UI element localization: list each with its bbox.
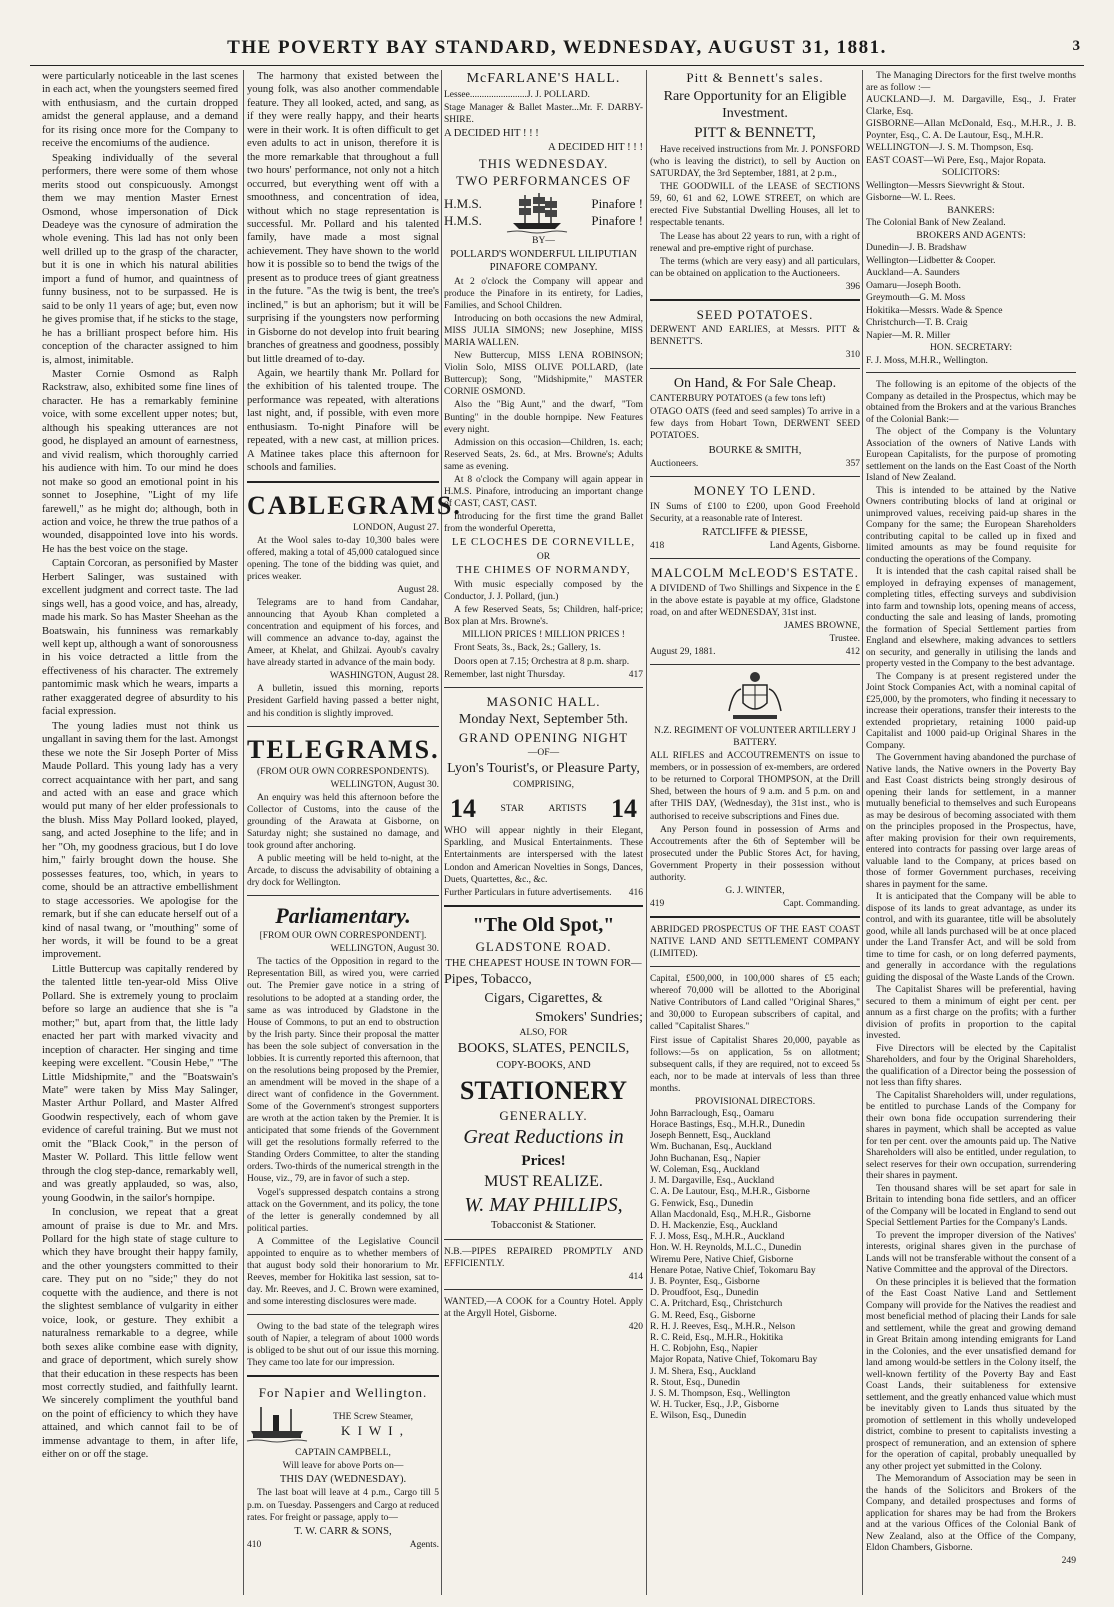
section-divider bbox=[247, 481, 439, 483]
prospectus-line: The Managing Directors for the first twelve months are as follow :— bbox=[866, 70, 1076, 93]
prospectus-line: Wellington—Lidbetter & Cooper. bbox=[866, 254, 996, 266]
director-item: R. C. Reid, Esq., M.H.R., Hokitika bbox=[650, 1332, 784, 1343]
advert-paragraph: A DIVIDEND of Two Shillings and Sixpence in the £ in the above estate is payable at my office, Gladstone road, on and after WEDNESDAY, 31st inst. bbox=[650, 583, 860, 618]
prospectus-paragraph: To prevent the improper diversion of the Natives' interests, original shares given in the purchase of Lands will not be transferable without the consent of a Native Committee and the approval of the Directors. bbox=[866, 1229, 1076, 1275]
director-item: W. Coleman, Esq., Auckland bbox=[650, 1164, 760, 1175]
advert-number: 412 bbox=[845, 647, 860, 657]
telegram-item: An enquiry was held this afternoon before the Collector of Customs, into the cause of the grounding of the Arawata at Gisborne, on Saturday night; she sustained no damage, and took ground after anchoring. bbox=[247, 792, 439, 851]
director-item: Allan Macdonald, Esq., M.H.R., Gisborne bbox=[650, 1209, 811, 1220]
advert-paragraph: DERWENT AND EARLIES, at Messrs. PITT & BENNETT'S. bbox=[650, 325, 860, 348]
director-item: Major Ropata, Native Chief, Tokomaru Bay bbox=[650, 1355, 818, 1366]
hall-heading: McFARLANE'S HALL. bbox=[466, 71, 621, 86]
parliamentary-subheading: [FROM OUR OWN CORRESPONDENT]. bbox=[259, 931, 427, 942]
director-item: W. H. Tucker, Esq., J.P., Gisborne bbox=[650, 1400, 779, 1411]
article-paragraph: Little Buttercup was capitally rendered by the talented little ten-year-old Miss Olive Pollard. She is extremely young to proclaim before so large an audience that she is "a mother;" but, apart from that, the little lady enacted her part with marked vivacity and inception of character. Her singing and time keeping were excellent. "Cousin Hebe," "The Little Midshipmite," and the "Boatswain's Mate" were taken by Miss May Salinger, Master Arthur Pollard, and Master Alfred Goodwin respectively, each of whom gave evidence of careful training. But we must not omit the "Black Cook," in the person of Master W. Pollard. This little fellow went through the clog step-dance, remarkably well, and was greatly applauded, so was, also, young Goodwin, in the sailor's hornpipe. bbox=[42, 963, 238, 1204]
parliamentary-item: Vogel's suppressed despatch contains a strong attack on the Government, and its policy, the tone of the letter is generally condemned by all political parties. bbox=[247, 1187, 439, 1234]
capt-commanding: Capt. Commanding. bbox=[783, 898, 860, 909]
section-divider bbox=[247, 726, 439, 727]
masthead bbox=[30, 30, 1084, 66]
wanted-advert: WANTED,—A COOK for a Country Hotel. Apply at the Argyll Hotel, Gisborne. bbox=[444, 1296, 643, 1319]
advert-heading: For Napier and Wellington. bbox=[258, 1385, 428, 1401]
advert-paragraph: Capital, £500,000, in 100,000 shares of £5 each; whereof 70,000 will be allotted to the Aboriginal Native Contributors of Land called "Original Shares," and 30,000 to European subscribers of capital, and called "Capitalist Shares." bbox=[650, 974, 860, 1033]
column-3-adverts bbox=[444, 70, 643, 1595]
cable-item: Telegrams are to hand from Candahar, announcing that Ayoub Khan completed a concentration and equipment of his forces, and will commence an advance to-day, against the Ameer, at Khelat, and Ghilzai. Ayoub's cavalry have already started in advance of the main body. bbox=[247, 597, 439, 669]
telegrams-subheading: (FROM OUR OWN CORRESPONDENTS). bbox=[256, 766, 430, 777]
pipes-line: Pipes, Tobacco, bbox=[444, 972, 532, 988]
director-item: Henare Potae, Native Chief, Tokomaru Bay bbox=[650, 1265, 816, 1276]
pitt-bennett: PITT & BENNETT, bbox=[694, 125, 816, 142]
director-item: H. C. Robjohn, Esq., Napier bbox=[650, 1344, 758, 1355]
rare-opportunity: Rare Opportunity for an Eligible Investment. bbox=[663, 88, 847, 122]
advert-number: 310 bbox=[845, 350, 860, 361]
monday-date: Monday Next, September 5th. bbox=[458, 712, 629, 728]
advert-paragraph: At 2 o'clock the Company will appear and produce the Pinafore in its entirety, for Ladies, Families, and School Children. bbox=[444, 276, 643, 311]
steamer-name: K I W I , bbox=[340, 1422, 406, 1438]
smokers-line: Smokers' Sundries; bbox=[535, 1009, 643, 1025]
hms-label: H.M.S. bbox=[444, 212, 482, 228]
prospectus-line: AUCKLAND—J. M. Dargaville, Esq., J. Frater Clarke, Esq. bbox=[866, 94, 1076, 117]
artists-label: ARTISTS bbox=[548, 803, 587, 814]
parliamentary-item: A Committee of the Legislative Council appointed to enquire as to whether members of that august body sold their honorarium to Mr. Reeves, member for Hokitika last session, sat to-day. Mr. Reeves, and J. C. Brown were examined, and some interesting disclosures were made. bbox=[247, 1236, 439, 1308]
section-divider bbox=[650, 966, 860, 967]
advert-paragraph: The terms (which are very easy) and all particulars, can be obtained on application to the Auctioneers. bbox=[650, 256, 860, 279]
of-label: —OF— bbox=[527, 748, 560, 759]
advert-paragraph: Doors open at 7.15; Orchestra at 8 p.m. sharp. bbox=[454, 656, 630, 667]
advert-paragraph: A few Reserved Seats, 5s; Children, half-price; Box plan at Mrs. Browne's. bbox=[444, 605, 643, 628]
advert-paragraph: Admission on this occasion—Children, 1s. each; Reserved Seats, 2s. 6d., at Mrs. Browne's; Adults same as evening. bbox=[444, 437, 643, 472]
advert-paragraph: Any Person found in possession of Arms and Accoutrements after the 6th of September will be prosecuted under the Public Stores Act, for having, Government Property in their possession without authority. bbox=[650, 824, 860, 883]
nz-regiment-heading: N.Z. REGIMENT OF VOLUNTEER ARTILLERY J BATTERY. bbox=[654, 726, 856, 749]
cablegrams-heading: CABLEGRAMS. bbox=[247, 490, 462, 520]
advert-paragraph: At 8 o'clock the Company will again appear in H.M.S. Pinafore, introducing an important change of CAST, CAST, CAST. bbox=[444, 474, 643, 509]
director-item: R. Stout, Esq., Dunedin bbox=[650, 1377, 740, 1388]
director-item: J. S. M. Thompson, Esq., Wellington bbox=[650, 1388, 791, 1399]
advert-number: 419 bbox=[650, 898, 665, 909]
prospectus-paragraph: On these principles it is believed that the formation of the East Coast Native Land and Settlement Company will provide for the Natives the readiest and most beneficial method of placing their Lands for sale and settlement, while the great and growing demand in Great Britain among intending emigrants for Land in the Colonies, and the ever unsatisfied demand for land among would-be settlers in the Colony itself, the well-known fertility of the Poverty Bay and East Coast Lands, their suitableness for extensive settlement, and the greatly enhanced value which must be inevitably given to Lands thus situated by the promotion of settlement in this wholly undeveloped district, combine to present to capitalists investing a prospect of remuneration, and an extension of sphere for the operation of capital, probably unequalled by any other project yet submitted in the Colony. bbox=[866, 1276, 1076, 1472]
prospectus-line: F. J. Moss, M.H.R., Wellington. bbox=[866, 354, 988, 366]
column-1-pinafore-review bbox=[42, 70, 238, 1595]
company-name: POLLARD'S WONDERFUL LILIPUTIAN PINAFORE COMPANY. bbox=[450, 248, 637, 274]
prospectus-line: Gisborne—W. L. Rees. bbox=[866, 192, 956, 203]
prospectus-paragraph: This is intended to be attained by the Native Owners contributing blocks of land at original or unimproved values, receiving paid-up shares in the Company for the same; the European Shareholders contributing capital to be called up in fixed and limited amounts as may be found requisite for conducting the operations of the Company. bbox=[866, 484, 1076, 565]
prospectus-line: SOLICITORS: bbox=[942, 167, 1000, 178]
parliamentary-item: Owing to the bad state of the telegraph wires south of Napier, a telegram of about 1000 words is obliged to be shut out of our issue this morning. They came too late for our impression. bbox=[247, 1322, 439, 1369]
departure-day: THIS DAY (WEDNESDAY). bbox=[279, 1474, 407, 1485]
section-divider bbox=[650, 558, 860, 559]
dateline: August 28. bbox=[397, 584, 439, 595]
prospectus-line: EAST COAST—Wi Pere, Esq., Major Ropata. bbox=[866, 154, 1046, 166]
dateline: LONDON, August 27. bbox=[352, 522, 439, 533]
director-item: J. M. Shera, Esq., Auckland bbox=[650, 1366, 756, 1377]
prospectus-line: Christchurch—T. B. Craig bbox=[866, 317, 968, 328]
section-divider bbox=[650, 368, 860, 369]
advert-footer bbox=[444, 669, 643, 681]
advert-paragraph: ALL RIFLES and ACCOUTREMENTS on issue to members, or in possession of ex-members, are ordered to be returned to Corporal THOMPSON, at the Drill Shed, between the hours of 9 a.m. and 5 p.m. on and after THIS DAY, (Wednesday), the 31st inst., who is authorised to receive subscriptions and Fines due. bbox=[650, 751, 860, 822]
prospectus-paragraph: The Memorandum of Association may be seen in the hands of the Solicitors and Brokers of the Company, and detailed prospectuses and forms of application for shares may be had from the Brokers and at the various Offices of the Colonial Bank of New Zealand, also at the Office of the Company, Eldon Chambers, Gisborne. bbox=[866, 1473, 1076, 1553]
advert-number: 418 bbox=[650, 541, 665, 552]
prospectus-line: HON. SECRETARY: bbox=[929, 342, 1013, 353]
seed-heading: SEED POTATOES. bbox=[696, 306, 814, 322]
also-for: ALSO, FOR bbox=[519, 1028, 568, 1039]
director-item: Hon. W. H. Reynolds, M.L.C., Dunedin bbox=[650, 1243, 802, 1254]
star-artists-banner bbox=[444, 792, 643, 825]
decided-hit: A DECIDED HIT ! ! ! bbox=[548, 142, 643, 154]
steamer-label: THE Screw Steamer, bbox=[332, 1411, 414, 1422]
prospectus-line: Wellington—Messrs Sievwright & Stout. bbox=[866, 179, 1025, 191]
prospectus-paragraph: The Company is at present registered under the Joint Stock Companies Act, with a nominal capital of £25,000, by the promoters, who finding it necessary to increase their operations, transfer their interests to the extended proprietary, retaining 1000 paid-up Capitalist and 1000 paid-up Original Shares in the Company. bbox=[866, 670, 1076, 751]
tobacconist: Tobacconist & Stationer. bbox=[491, 1220, 596, 1232]
dateline: WASHINGTON, August 28. bbox=[329, 671, 439, 682]
nb-note: N.B.—PIPES REPAIRED PROMPTLY AND EFFICIENTLY. bbox=[444, 1246, 643, 1269]
parliamentary-item: The tactics of the Opposition in regard to the Representation Bill, as wired you, were carried out. The Premier gave notice in a string of resolutions to be adopted at a standing order, the same as was introduced by Gladstone in the House of Commons, to put an end to obstruction by the Irish party. Since their proposal the matter has been the sole subject of conversation in the lobbies. It is currently reported this afternoon, that on the resolutions being proposed by the Premier, an amendment will be moved in the shape of a direct want of confidence in the Government. Some of the Government's strongest supporters are wroth at the action taken by the Premier. It is anticipated that some friends of the Government will get the resolutions formally referred to the Standing Orders Committee, to alter the standing orders. Two-thirds of the numerical strength in the House, viz., 79, are in favor of such a step. bbox=[247, 957, 439, 1185]
column-4-adverts bbox=[650, 70, 860, 1595]
advert-number: 410 bbox=[247, 1540, 262, 1551]
by-label: BY— bbox=[532, 235, 555, 246]
fourteen-number: 14 bbox=[611, 794, 637, 824]
section-divider bbox=[650, 299, 860, 301]
director-item: G. Fenwick, Esq., Dunedin bbox=[650, 1198, 754, 1209]
decided-hit: A DECIDED HIT ! ! ! bbox=[444, 127, 539, 139]
director-item: D. H. Mackenzie, Esq., Auckland bbox=[650, 1220, 778, 1231]
director-item: John Barraclough, Esq., Oamaru bbox=[650, 1108, 774, 1119]
section-divider bbox=[444, 905, 643, 907]
this-wednesday: THIS WEDNESDAY. bbox=[478, 155, 609, 171]
advert-paragraph: OTAGO OATS (feed and seed samples) To arrive in a few days from Hobart Town, DERWENT SEED POTATOES. bbox=[650, 407, 860, 442]
parliamentary-heading: Parliamentary. bbox=[275, 903, 411, 929]
advert-paragraph: Introducing for the first time the grand Ballet from the wonderful Operetta, bbox=[444, 512, 643, 535]
director-item: Joseph Bennett, Esq., Auckland bbox=[650, 1131, 771, 1142]
advert-paragraph: CANTERBURY POTATOES (a few tons left) bbox=[650, 394, 826, 405]
dateline: WELLINGTON, August 30. bbox=[330, 944, 439, 955]
section-divider bbox=[866, 372, 1076, 373]
prospectus-line: Napier—M. R. Miller bbox=[866, 329, 951, 341]
prospectus-line: Oamaru—Joseph Booth. bbox=[866, 279, 961, 291]
article-paragraph: The young ladies must not think us ungallant in saving them for the last. Amongst these we note the Sir Joseph Porter of Miss Maude Pollard. This young lady has a very correct acquaintance with her part, and sang and acted with an ease and grace which would put many of her elder professionals to the blush. Miss May Pollard looked, played, sang, and acted Josephine to the life; and in her "Oh, my goodness gracious, but I do love him," fairly brought down the house. She possesses features, too, which, in years to come, should be an attractive embellishment to stage accessories. We apologise for the remark, but if she can educate herself out of a kind of nasal twang, or "mouthing" some of her words, it will be found to be a great improvement. bbox=[42, 720, 238, 961]
lyon-party: Lyon's Tourist's, or Pleasure Party, bbox=[447, 761, 640, 777]
director-item: E. Wilson, Esq., Dunedin bbox=[650, 1411, 747, 1422]
advert-number: 420 bbox=[628, 1322, 643, 1333]
stage-manager: Stage Manager & Ballet Master...Mr. F. DARBY-SHIRE. bbox=[444, 102, 643, 125]
advert-number: 416 bbox=[628, 887, 643, 898]
advert-footer bbox=[650, 540, 860, 552]
advert-paragraph: First issue of Capitalist Shares 20,000, payable as follows:—5s on application, 5s on allotment; subsequent calls, if they are required, not to exceed 5s each, nor to be made at intervals of less than three months. bbox=[650, 1035, 860, 1094]
steamer-row bbox=[247, 1403, 439, 1447]
steamship-icon bbox=[247, 1403, 307, 1447]
article-paragraph: Captain Corcoran, as personified by Master Herbert Salinger, was sustained with excellent judgment and correct taste. The lad sings well, has a good voice, and has, already, made his mark. So has Master Sheehan as the Boatswain, his funniness was remarkably well kept up, although a want of sonorousness in his voice detracted a little from the effectiveness of his character. The extremely pantomimic mask which he wears, imparts a rather exaggerated degree of absurdity to his facial expression. bbox=[42, 558, 238, 718]
prospectus-line: WELLINGTON—J. S. M. Thompson, Esq. bbox=[866, 142, 1034, 153]
advert-paragraph: The Lease has about 22 years to run, with a right of renewal and pre-emptive right of purchase. bbox=[650, 231, 860, 254]
advert-paragraph: Have received instructions from Mr. J. PONSFORD (who is leaving the district), to sell by Auction on SATURDAY, the 3rd September, 1881, at 2 p.m., bbox=[650, 145, 860, 180]
column-5-prospectus bbox=[866, 70, 1076, 1595]
section-divider bbox=[444, 1289, 643, 1290]
pinafore-banner bbox=[444, 191, 643, 235]
director-item: F. J. Moss, Esq., M.H.R., Auckland bbox=[650, 1232, 785, 1243]
trustee-label: Trustee. bbox=[829, 633, 860, 644]
section-divider bbox=[444, 1239, 643, 1240]
director-item: J. B. Poynter, Esq., Gisborne bbox=[650, 1276, 760, 1287]
telegram-item: A public meeting will be held to-night, at the Arcade, to discuss the advisability of obtaining a dry dock for Wellington. bbox=[247, 854, 439, 889]
prospectus-paragraph: Ten thousand shares will be set apart for sale in Britain to intending bona fide settlers, and an officer of the Company will be located in England to send out Special Settlement Parties for the Company's Lands. bbox=[866, 1182, 1076, 1228]
prospectus-paragraph: The following is an epitome of the objects of the Company as detailed in the Prospectus, which may be obtained from the Brokers and at the various Branches of the Colonial Bank:— bbox=[866, 379, 1076, 425]
chimes-title: THE CHIMES OF NORMANDY, bbox=[456, 564, 631, 577]
advert-paragraph: THE GOODWILL of the LEASE of SECTIONS 59, 60, 61 and 62, LOWE STREET, on which are erected Five Substantial Dwelling Houses, all let to respectable tenants. bbox=[650, 182, 860, 229]
prospectus-line: BANKERS: bbox=[947, 204, 995, 216]
prospectus-paragraph: Five Directors will be elected by the Capitalist Shareholders, and four by the Original Shareholders, the qualification of a Director being the possession of not less than fifty shares. bbox=[866, 1042, 1076, 1088]
on-hand: On Hand, & For Sale Cheap. bbox=[673, 375, 837, 391]
prospectus-line: The Colonial Bank of New Zealand. bbox=[866, 217, 1006, 228]
advert-number: 396 bbox=[845, 281, 860, 292]
great-reductions: Great Reductions in bbox=[463, 1126, 624, 1149]
copy-books: COPY-BOOKS, AND bbox=[496, 1060, 591, 1072]
cable-item: A bulletin, issued this morning, reports President Garfield having passed a better night, and his condition is slightly improved. bbox=[247, 684, 439, 719]
article-paragraph: Again, we heartily thank Mr. Pollard for the exhibition of his talented troupe. The performance was repeated, with alterations last night, and, if possible, with even more enthusiasm. To-night Pinafore will be repeated, with a new cast, at million prices. A Matinee takes place this afternoon for schools and families. bbox=[247, 367, 439, 474]
advert-paragraph: WHO will appear nightly in their Elegant, Sparkling, and Musical Entertainments. These Entertainments are interspersed with the latest London and American Novelties in Songs, Dances, Duets, Quartettes, &c., &c. bbox=[444, 826, 643, 885]
director-item: D. Proudfoot, Esq., Dunedin bbox=[650, 1288, 759, 1299]
advert-paragraph: IN Sums of £100 to £200, upon Good Freehold Security, at a reasonable rate of Interest. bbox=[650, 501, 860, 524]
section-divider bbox=[247, 1375, 439, 1377]
books-line: BOOKS, SLATES, PENCILS, bbox=[457, 1041, 630, 1057]
director-item: G. M. Reed, Esq., Gisborne bbox=[650, 1310, 756, 1321]
cable-item: At the Wool sales to-day 10,300 bales were offered, making a total of 45,000 catalogued since opening. The tone of the bidding was quiet, and prices weaker. bbox=[247, 535, 439, 582]
departure: Will leave for above Ports on— bbox=[282, 1460, 404, 1471]
kiwi-steamer-advert bbox=[247, 1383, 439, 1553]
james-browne: JAMES BROWNE, bbox=[783, 620, 860, 631]
section-divider bbox=[444, 687, 643, 688]
auctioneers-label: Auctioneers. bbox=[650, 458, 699, 469]
two-performances: TWO PERFORMANCES OF bbox=[455, 173, 632, 189]
advert-footer bbox=[650, 646, 860, 658]
royal-arms-icon bbox=[725, 671, 785, 721]
prospectus-line: Dunedin—J. B. Bradshaw bbox=[866, 242, 967, 253]
million-prices: MILLION PRICES ! MILLION PRICES ! bbox=[462, 630, 625, 641]
generally: GENERALLY. bbox=[499, 1107, 588, 1123]
column-divider bbox=[646, 70, 647, 1595]
advert-footer bbox=[247, 1539, 439, 1551]
agents-label: Agents. bbox=[409, 1540, 439, 1551]
advert-footer bbox=[650, 458, 860, 470]
ratcliffe-piesse: RATCLIFFE & PIESSE, bbox=[702, 526, 808, 538]
cloches-title: LE CLOCHES DE CORNEVILLE, bbox=[451, 536, 636, 549]
advert-footer bbox=[650, 898, 860, 910]
remember-note: Remember, last night Thursday. bbox=[444, 669, 565, 680]
advert-paragraph: New Buttercup, MISS LENA ROBINSON; Violin Solo, MISS OLIVE POLLARD, (late Buttercup); Song, "Midshipmite," MASTER CORNIE OSMOND. bbox=[444, 351, 643, 398]
old-spot-heading: "The Old Spot," bbox=[472, 913, 615, 936]
land-agents: Land Agents, Gisborne. bbox=[769, 541, 860, 552]
directors-list bbox=[650, 1109, 860, 1423]
article-paragraph: Speaking individually of the several performers, there were some of them whose merits stood out conspicuously. Amongst them we may mention Master Ernest Osmond, whose impersonation of Dick Deadeye was the cynosure of admiration the whole evening. This lad has not only been well drilled up to the grasp of the character, but it is one in which his natural abilities import a fund of humor, and quaintness of funny business, not to be surpassed. He is said to be only 11 years of age; but, even now he gives promise that, if he sticks to the stage, he has a brilliant prospect before him. His conception of the character assigned to him is, almost, inimitable. bbox=[42, 152, 238, 366]
may-phillips: W. MAY PHILLIPS, bbox=[464, 1193, 623, 1216]
prospectus-paragraph: It is intended that the cash capital raised shall be employed in defraying expenses of management, completing titles, effecting surveys and subdivision into farm and township lots, opening means of access, conducting the sale and leasing of lands, promoting the formation of Special Settlement parties from England and elsewhere, making advances to settlers on security, and generally in utilising the lands and property vested in the Company to the best advantage. bbox=[866, 566, 1076, 669]
prospectus-paragraph: The Capitalist Shares will be preferential, having secured to them a minimum of eight per cent. per annum as a first charge on the profits; with a further division of profits in proportion to the capital invested. bbox=[866, 984, 1076, 1041]
agent-name: T. W. CARR & SONS, bbox=[294, 1525, 392, 1537]
masonic-heading: MASONIC HALL. bbox=[486, 693, 601, 709]
advert-number: 414 bbox=[628, 1271, 643, 1282]
captain: CAPTAIN CAMPBELL, bbox=[295, 1447, 391, 1458]
advert-number: 357 bbox=[845, 458, 860, 469]
advert-number: 249 bbox=[1061, 1554, 1076, 1566]
director-item: Wiremu Pere, Native Chief, Gisborne bbox=[650, 1254, 794, 1265]
star-label: STAR bbox=[500, 803, 525, 814]
director-item: C. A. De Lautour, Esq., M.H.R., Gisborne bbox=[650, 1187, 810, 1198]
pinafore-label: Pinafore ! bbox=[591, 212, 643, 228]
comprising-label: COMPRISING, bbox=[513, 780, 574, 791]
section-divider bbox=[650, 916, 860, 918]
must-realize: MUST REALIZE. bbox=[484, 1172, 603, 1190]
prospectus-heading: ABRIDGED PROSPECTUS OF THE EAST COAST NATIVE LAND AND SETTLEMENT COMPANY (LIMITED). bbox=[650, 925, 860, 960]
director-item: C. A. Pritchard, Esq., Christchurch bbox=[650, 1299, 783, 1310]
cigars-line: Cigars, Cigarettes, & bbox=[484, 990, 603, 1006]
provisional-directors-heading: PROVISIONAL DIRECTORS. bbox=[694, 1096, 816, 1107]
advert-paragraph: Front Seats, 3s., Back, 2s.; Gallery, 1s. bbox=[454, 643, 601, 654]
pinafore-label: Pinafore ! bbox=[591, 196, 643, 212]
prospectus-line: Greymouth—G. M. Moss bbox=[866, 292, 966, 303]
prospectus-line: Hokitika—Messrs. Wade & Spence bbox=[866, 304, 1003, 316]
director-item: Wm. Buchanan, Esq., Auckland bbox=[650, 1142, 772, 1153]
director-item: John Buchanan, Esq., Napier bbox=[650, 1153, 761, 1164]
stationery-heading: STATIONERY bbox=[459, 1075, 628, 1105]
column-divider bbox=[441, 70, 442, 1595]
prospectus-line: GISBORNE—Allan McDonald, Esq., M.H.R., J. B. Poynter, Esq., C. A. De Lautour, Esq., M.H.R. bbox=[866, 118, 1076, 141]
malcolm-heading: MALCOLM McLEOD'S ESTATE. bbox=[651, 565, 859, 581]
cheapest-house: THE CHEAPEST HOUSE IN TOWN FOR— bbox=[445, 957, 642, 969]
hms-label: H.M.S. bbox=[444, 196, 482, 212]
article-paragraph: Master Cornie Osmond as Ralph Rackstraw, also, exhibited some fine lines of character. He has a remarkably feminine voice, with some excellent upper notes; but, although his speaking utterances are not good, he displayed an amount of earnestness, and vivid realism, which thoroughly carried his audience with him. To our mind he does not make so good an emotional point in his sonnet to Josephine, "Light of my life farewell," as he might do; although, both in action and voice, he threw the true pathos of a wounded, disappointed love into his words. He has the best voice on the stage. bbox=[42, 368, 238, 555]
telegrams-heading: TELEGRAMS. bbox=[247, 734, 440, 764]
advert-note: The last boat will leave at 4 p.m., Cargo till 5 p.m. on Tuesday. Passengers and Cargo at reduced rates. For freight or passage, apply to— bbox=[247, 1488, 439, 1523]
prospectus-paragraph: The Capitalist Shareholders will, under regulations, be entitled to purchase Lands of the Company for their own bona fide occupation surrendering their shares in payment, which shall be accepted as value for ten per cent. over the amounts paid up. The Native Shareholders will also be entitled, under regulation, to select reserves for their own occupation, surrendering their shares in payment. bbox=[866, 1089, 1076, 1181]
pitt-heading: Pitt & Bennett's sales. bbox=[686, 70, 824, 85]
fourteen-number: 14 bbox=[450, 794, 476, 824]
prospectus-line: Auckland—A. Saunders bbox=[866, 267, 960, 278]
advert-footer bbox=[444, 887, 643, 899]
lessee: Lessee........................J. J. POLLARD. bbox=[444, 89, 590, 100]
article-paragraph: were particularly noticeable in the last scenes in each act, when the youngsters seemed fired with enthusiasm, and the curtain dropped amidst the general applause, and a demand for its rising once more for the Company to receive the encomiums of the audience. bbox=[42, 71, 238, 150]
advert-paragraph: Introducing on both occasions the new Admiral, MISS JULIA SIMONS; new Josephine, MISS MARIA WALLEN. bbox=[444, 314, 643, 349]
advert-paragraph: Also the "Big Aunt," and the dwarf, "Tom Bunting" in the double hornpipe. New Features every night. bbox=[444, 400, 643, 435]
advert-date: August 29, 1881. bbox=[650, 647, 716, 657]
column-2-news bbox=[247, 70, 462, 1595]
money-heading: MONEY TO LEND. bbox=[693, 483, 817, 499]
gladstone-road: GLADSTONE ROAD. bbox=[475, 939, 612, 955]
newspaper-title: THE POVERTY BAY STANDARD, WEDNESDAY, AUGUST 31, 1881. bbox=[227, 36, 887, 58]
page-number: 3 bbox=[1072, 38, 1080, 54]
bourke-smith: BOURKE & SMITH, bbox=[708, 444, 802, 456]
grand-opening: GRAND OPENING NIGHT bbox=[458, 729, 629, 745]
prospectus-paragraph: The Government having abandoned the purchase of Native lands, the Native owners in the Poverty Bay and East Coast districts being strongly desirous of opening their lands for settlement, in a manner mutually beneficial to themselves and such Europeans as may be desirous of becoming associated with them on the principles proposed in the Prospectus, have, after making provision for their own requirements, entered into contracts for passing over large areas of valuable land to the Company, at prices based on those of former Government purchases, receiving shares in payment for the same. bbox=[866, 752, 1076, 890]
prospectus-line: BROKERS AND AGENTS: bbox=[916, 229, 1026, 241]
column-divider bbox=[243, 70, 244, 1595]
director-item: R. H. J. Reeves, Esq., M.H.R., Nelson bbox=[650, 1321, 796, 1332]
director-item: Horace Bastings, Esq., M.H.R., Dunedin bbox=[650, 1120, 805, 1131]
winter-name: G. J. WINTER, bbox=[725, 885, 785, 896]
advert-number: 417 bbox=[628, 669, 643, 680]
sailing-ship-icon bbox=[507, 191, 567, 235]
prospectus-paragraph: The object of the Company is the Voluntary Association of the owners of Native Lands with European Capitalists, for the purpose of promoting settlement on the lands on the East Coast of the North Island of New Zealand. bbox=[866, 426, 1076, 483]
further-particulars: Further Particulars in future advertisements. bbox=[444, 887, 612, 898]
section-divider bbox=[650, 476, 860, 477]
article-paragraph: In conclusion, we repeat that a great amount of praise is due to Mr. and Mrs. Pollard for the high state of stage culture to which they have brought their happy family, and the other youngsters committed to their care. They put on no "side;" they do not coquette with the audience, and there is not the slightest semblance of vulgarity in either voice, look, or gesture. They exhibit a naturalness remarkable to a degree, while both sexes alike combine ease with dignity, and grace of deportment, which surely show that their education in these respects has been most correctly studied, and faithfully learnt. We sincerely compliment the youthful band on the point of efficiency to which they have attained, and which cannot fail to be of immense advantage to them, in after life, either on or off the stage. bbox=[42, 1207, 238, 1461]
advert-paragraph: With music especially composed by the Conductor, J. J. Pollard, (jun.) bbox=[444, 580, 643, 603]
article-paragraph: The harmony that existed between the young folk, was also another commendable feature. They all looked, acted, and sang, as if they were really happy, and their hearts were in their work. It is often difficult to get even adults to act in unison, therefore it is the more remarkable that throughout a full two hours' performance, not only not a hitch occurred, but everything went off with a smoothness, and concentration of idea, without which no stage representation is successful. Mr. Pollard and his talented family, have made a most signal achievement. They have shown to the world how it is possible so to bend the twigs of the present as to produce trees of giant greatness in the future. "As the twig is bent, the tree's inclined," is but an aphorism; but it will be surprising if the youngsters now performing in Gisborne do not develop into fruit bearing branches of greatness and goodness, possibly but little dreamed of to-day. bbox=[247, 71, 439, 365]
dateline: WELLINGTON, August 30. bbox=[330, 779, 439, 790]
prospectus-paragraph: It is anticipated that the Company will be able to dispose of its lands to great advantage, as under its control, and with its guarantee, title will be absolutely good, while all lands purchased will be at once placed under the Land Transfer Act, and will be sold from time to time for cash, or on long deferred payments, and generally in accordance with the regulations guiding the disposal of the Waste Lands of the Crown. bbox=[866, 891, 1076, 983]
or-label: OR bbox=[536, 552, 551, 563]
section-divider bbox=[650, 664, 860, 665]
prices-line: Prices! bbox=[521, 1152, 566, 1169]
section-divider bbox=[247, 895, 439, 896]
section-divider bbox=[247, 1314, 439, 1315]
column-divider bbox=[862, 70, 863, 1595]
director-item: J. M. Dargaville, Esq., Auckland bbox=[650, 1176, 775, 1187]
